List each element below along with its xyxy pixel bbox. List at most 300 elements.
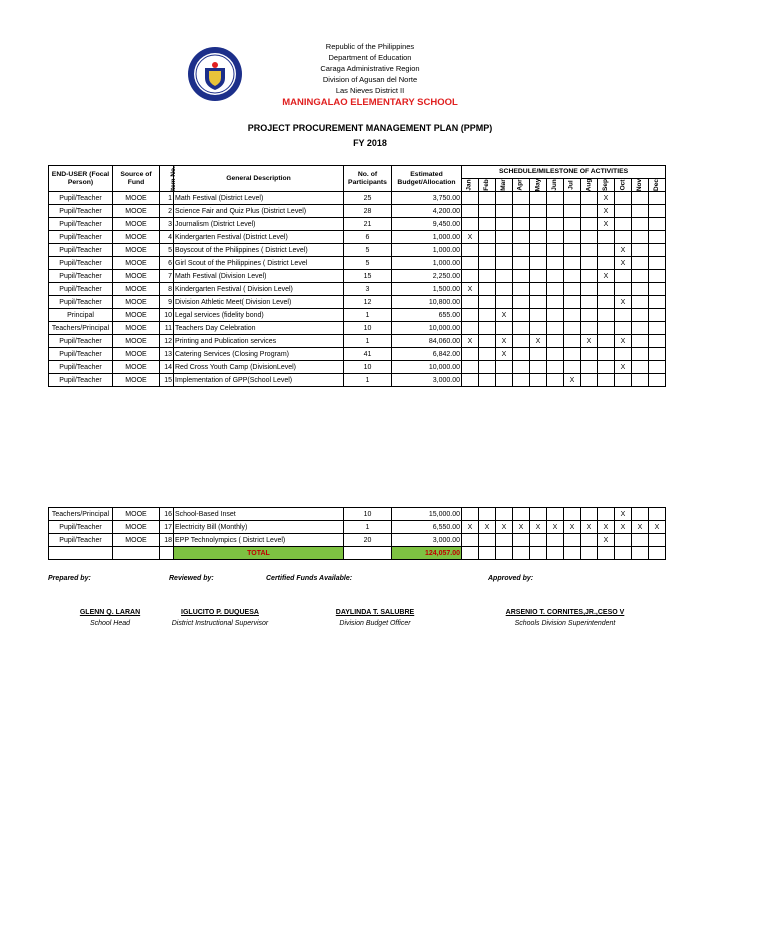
signatory-title-budget-officer: Division Budget Officer [339, 620, 411, 627]
schedule-mark-cell: X [598, 192, 615, 205]
schedule-mark-cell: X [564, 374, 581, 387]
school-name: MANINGALAO ELEMENTARY SCHOOL [282, 97, 458, 108]
participants-cell: 25 [344, 192, 392, 205]
schedule-mark-cell [530, 192, 547, 205]
participants-cell: 5 [344, 257, 392, 270]
item-no-cell: 2 [160, 205, 174, 218]
budget-cell: 1,000.00 [392, 257, 462, 270]
schedule-mark-cell [479, 283, 496, 296]
description-cell: Kindergarten Festival (District Level) [174, 231, 344, 244]
schedule-mark-cell: X [615, 508, 632, 521]
schedule-mark-cell [581, 257, 598, 270]
budget-cell: 3,000.00 [392, 374, 462, 387]
schedule-mark-cell [632, 205, 649, 218]
item-no-cell: 7 [160, 270, 174, 283]
fund-source-cell: MOOE [113, 257, 160, 270]
schedule-mark-cell [462, 270, 479, 283]
schedule-mark-cell [581, 322, 598, 335]
schedule-mark-cell: X [496, 521, 513, 534]
schedule-mark-cell [496, 244, 513, 257]
schedule-mark-cell [581, 244, 598, 257]
schedule-mark-cell [581, 508, 598, 521]
table-row [49, 218, 666, 231]
item-no-cell: 6 [160, 257, 174, 270]
fund-source-cell: MOOE [113, 270, 160, 283]
schedule-mark-cell [598, 508, 615, 521]
schedule-mark-cell: X [479, 521, 496, 534]
schedule-mark-cell: X [462, 231, 479, 244]
schedule-mark-cell [632, 335, 649, 348]
schedule-mark-cell [649, 205, 666, 218]
end-user-cell: Pupil/Teacher [49, 534, 113, 547]
schedule-mark-cell [513, 508, 530, 521]
description-cell: Girl Scout of the Philippines ( District Level [174, 257, 344, 270]
schedule-mark-cell [462, 218, 479, 231]
item-no-cell: 12 [160, 335, 174, 348]
schedule-mark-cell [598, 348, 615, 361]
schedule-mark-cell [530, 348, 547, 361]
schedule-mark-cell [547, 270, 564, 283]
end-user-cell: Pupil/Teacher [49, 257, 113, 270]
empty-cell [496, 547, 513, 560]
item-no-cell: 17 [160, 521, 174, 534]
schedule-mark-cell [564, 257, 581, 270]
schedule-mark-cell [615, 283, 632, 296]
table-row [49, 361, 666, 374]
schedule-mark-cell [581, 192, 598, 205]
schedule-mark-cell [615, 205, 632, 218]
schedule-mark-cell [496, 270, 513, 283]
end-user-cell: Pupil/Teacher [49, 374, 113, 387]
signatory-title-superintendent: Schools Division Superintendent [514, 620, 616, 627]
schedule-mark-cell [581, 361, 598, 374]
total-value: 124,057.00 [392, 547, 462, 560]
schedule-mark-cell [632, 361, 649, 374]
description-cell: Printing and Publication services [174, 335, 344, 348]
schedule-mark-cell [513, 231, 530, 244]
table-row [49, 335, 666, 348]
empty-cell [632, 547, 649, 560]
schedule-mark-cell [462, 374, 479, 387]
schedule-mark-cell [649, 270, 666, 283]
table-row [49, 192, 666, 205]
total-row [49, 547, 666, 560]
schedule-mark-cell [649, 244, 666, 257]
schedule-mark-cell: X [598, 270, 615, 283]
schedule-mark-cell [513, 361, 530, 374]
schedule-mark-cell [547, 508, 564, 521]
schedule-mark-cell [615, 374, 632, 387]
participants-cell: 15 [344, 270, 392, 283]
schedule-mark-cell [479, 335, 496, 348]
empty-cell [462, 547, 479, 560]
schedule-mark-cell [564, 231, 581, 244]
schedule-mark-cell [649, 296, 666, 309]
budget-cell: 10,000.00 [392, 322, 462, 335]
month-header: Jun [547, 179, 564, 192]
schedule-mark-cell [496, 218, 513, 231]
schedule-mark-cell [649, 283, 666, 296]
schedule-mark-cell [479, 322, 496, 335]
schedule-mark-cell [547, 534, 564, 547]
schedule-mark-cell [564, 218, 581, 231]
end-user-cell: Pupil/Teacher [49, 521, 113, 534]
empty-cell [564, 547, 581, 560]
schedule-mark-cell [564, 283, 581, 296]
schedule-mark-cell [479, 231, 496, 244]
table-row [49, 322, 666, 335]
empty-cell [649, 547, 666, 560]
schedule-mark-cell [581, 270, 598, 283]
budget-cell: 1,000.00 [392, 244, 462, 257]
schedule-mark-cell [581, 231, 598, 244]
schedule-mark-cell [496, 205, 513, 218]
ppmp-table [48, 165, 666, 387]
description-cell: Math Festival (District Level) [174, 192, 344, 205]
fund-source-cell: MOOE [113, 374, 160, 387]
schedule-mark-cell [632, 192, 649, 205]
schedule-mark-cell [547, 218, 564, 231]
schedule-mark-cell [462, 205, 479, 218]
schedule-mark-cell [649, 361, 666, 374]
schedule-mark-cell [462, 361, 479, 374]
participants-cell: 1 [344, 309, 392, 322]
schedule-mark-cell [530, 534, 547, 547]
schedule-mark-cell: X [564, 521, 581, 534]
schedule-mark-cell [632, 244, 649, 257]
schedule-mark-cell [598, 309, 615, 322]
description-cell: Math Festival (Division Level) [174, 270, 344, 283]
signatory-name-budget-officer: DAYLINDA T. SALUBRE [335, 609, 415, 616]
description-cell: Implementation of GPP(School Level) [174, 374, 344, 387]
schedule-mark-cell [530, 257, 547, 270]
month-header: Mar [496, 179, 513, 192]
schedule-mark-cell [598, 361, 615, 374]
table-row [49, 244, 666, 257]
schedule-mark-cell [632, 309, 649, 322]
table-row [49, 270, 666, 283]
fund-source-cell: MOOE [113, 309, 160, 322]
schedule-mark-cell: X [615, 257, 632, 270]
description-cell: Division Athletic Meet( Division Level) [174, 296, 344, 309]
month-header: Aug [581, 179, 598, 192]
schedule-mark-cell: X [615, 521, 632, 534]
schedule-mark-cell [598, 374, 615, 387]
schedule-mark-cell [547, 309, 564, 322]
schedule-mark-cell [513, 283, 530, 296]
item-no-cell: 4 [160, 231, 174, 244]
ppmp-table-body [49, 192, 666, 387]
empty-cell [113, 547, 160, 560]
schedule-mark-cell [513, 322, 530, 335]
empty-cell [49, 547, 113, 560]
table-row [49, 508, 666, 521]
fund-source-cell: MOOE [113, 361, 160, 374]
schedule-mark-cell [615, 192, 632, 205]
col-description: General Description [174, 166, 344, 192]
fund-source-cell: MOOE [113, 231, 160, 244]
participants-cell: 10 [344, 322, 392, 335]
end-user-cell: Pupil/Teacher [49, 244, 113, 257]
schedule-mark-cell [598, 296, 615, 309]
schedule-mark-cell [581, 309, 598, 322]
schedule-mark-cell [649, 534, 666, 547]
approved-by-label: Approved by: [488, 575, 534, 582]
participants-cell: 21 [344, 218, 392, 231]
prepared-by-label: Prepared by: [48, 575, 91, 582]
schedule-mark-cell: X [530, 521, 547, 534]
schedule-mark-cell [513, 296, 530, 309]
end-user-cell: Pupil/Teacher [49, 348, 113, 361]
end-user-cell: Principal [49, 309, 113, 322]
schedule-mark-cell: X [581, 335, 598, 348]
fund-source-cell: MOOE [113, 205, 160, 218]
fund-source-cell: MOOE [113, 508, 160, 521]
schedule-mark-cell [513, 244, 530, 257]
schedule-mark-cell: X [530, 335, 547, 348]
budget-cell: 1,000.00 [392, 231, 462, 244]
schedule-mark-cell [547, 322, 564, 335]
end-user-cell: Pupil/Teacher [49, 218, 113, 231]
schedule-mark-cell: X [462, 521, 479, 534]
schedule-mark-cell [530, 283, 547, 296]
schedule-mark-cell [649, 257, 666, 270]
schedule-mark-cell [530, 322, 547, 335]
participants-cell: 1 [344, 521, 392, 534]
description-cell: Legal services (fidelity bond) [174, 309, 344, 322]
month-header: Jul [564, 179, 581, 192]
schedule-mark-cell [479, 508, 496, 521]
budget-cell: 84,060.00 [392, 335, 462, 348]
schedule-mark-cell: X [598, 205, 615, 218]
schedule-mark-cell [513, 309, 530, 322]
description-cell: Electricity Bill (Monthly) [174, 521, 344, 534]
schedule-mark-cell [530, 374, 547, 387]
empty-cell [615, 547, 632, 560]
schedule-mark-cell [462, 257, 479, 270]
schedule-mark-cell [632, 218, 649, 231]
schedule-mark-cell [530, 309, 547, 322]
schedule-mark-cell [598, 322, 615, 335]
empty-cell [513, 547, 530, 560]
schedule-mark-cell [479, 244, 496, 257]
fund-source-cell: MOOE [113, 521, 160, 534]
signatory-title-school-head: School Head [89, 620, 131, 627]
schedule-mark-cell [632, 374, 649, 387]
schedule-mark-cell: X [649, 521, 666, 534]
schedule-mark-cell [581, 374, 598, 387]
table-row [49, 521, 666, 534]
certified-funds-label: Certified Funds Available: [266, 575, 353, 582]
signatory-name-school-head: GLENN Q. LARAN [79, 609, 141, 616]
schedule-mark-cell [581, 218, 598, 231]
schedule-mark-cell [530, 508, 547, 521]
col-participants: No. of Participants [344, 166, 392, 192]
header-line-division: Division of Agusan del Norte [322, 75, 418, 84]
schedule-mark-cell [649, 192, 666, 205]
participants-cell: 1 [344, 374, 392, 387]
table-row [49, 296, 666, 309]
fund-source-cell: MOOE [113, 296, 160, 309]
schedule-mark-cell [496, 296, 513, 309]
schedule-mark-cell [632, 534, 649, 547]
schedule-mark-cell: X [615, 244, 632, 257]
budget-cell: 655.00 [392, 309, 462, 322]
schedule-mark-cell: X [462, 335, 479, 348]
table-row [49, 534, 666, 547]
empty-cell [344, 547, 392, 560]
schedule-mark-cell [564, 309, 581, 322]
item-no-cell: 18 [160, 534, 174, 547]
budget-cell: 3,750.00 [392, 192, 462, 205]
schedule-mark-cell [513, 218, 530, 231]
end-user-cell: Pupil/Teacher [49, 192, 113, 205]
schedule-mark-cell [615, 534, 632, 547]
schedule-mark-cell [479, 192, 496, 205]
col-source: Source of Fund [113, 166, 160, 192]
budget-cell: 1,500.00 [392, 283, 462, 296]
budget-cell: 15,000.00 [392, 508, 462, 521]
schedule-mark-cell [496, 361, 513, 374]
fund-source-cell: MOOE [113, 348, 160, 361]
schedule-mark-cell [632, 270, 649, 283]
schedule-mark-cell: X [615, 335, 632, 348]
empty-cell [160, 547, 174, 560]
schedule-mark-cell [581, 283, 598, 296]
budget-cell: 9,450.00 [392, 218, 462, 231]
fund-source-cell: MOOE [113, 283, 160, 296]
schedule-mark-cell [649, 309, 666, 322]
schedule-mark-cell [496, 192, 513, 205]
fund-source-cell: MOOE [113, 534, 160, 547]
schedule-mark-cell [530, 218, 547, 231]
schedule-mark-cell [564, 348, 581, 361]
schedule-mark-cell [462, 296, 479, 309]
schedule-mark-cell [581, 348, 598, 361]
participants-cell: 20 [344, 534, 392, 547]
item-no-cell: 3 [160, 218, 174, 231]
schedule-mark-cell: X [598, 534, 615, 547]
schedule-mark-cell [479, 374, 496, 387]
schedule-mark-cell [564, 361, 581, 374]
fund-source-cell: MOOE [113, 218, 160, 231]
total-label: TOTAL [174, 547, 344, 560]
schedule-mark-cell [547, 205, 564, 218]
budget-cell: 3,000.00 [392, 534, 462, 547]
signatory-title-supervisor: District Instructional Supervisor [171, 620, 269, 627]
schedule-mark-cell [564, 270, 581, 283]
table-row [49, 309, 666, 322]
fund-source-cell: MOOE [113, 335, 160, 348]
schedule-mark-cell [649, 335, 666, 348]
participants-cell: 10 [344, 508, 392, 521]
schedule-mark-cell [564, 192, 581, 205]
description-cell: Journalism (District Level) [174, 218, 344, 231]
schedule-mark-cell: X [598, 218, 615, 231]
schedule-mark-cell [547, 361, 564, 374]
schedule-mark-cell [530, 205, 547, 218]
schedule-mark-cell: X [615, 361, 632, 374]
end-user-cell: Pupil/Teacher [49, 205, 113, 218]
table-row [49, 374, 666, 387]
participants-cell: 41 [344, 348, 392, 361]
schedule-mark-cell [547, 231, 564, 244]
schedule-mark-cell [479, 309, 496, 322]
ppmp-table-continued-body [49, 508, 666, 560]
schedule-mark-cell [513, 192, 530, 205]
schedule-mark-cell: X [581, 521, 598, 534]
signatory-name-supervisor: IGLUCITO P. DUQUESA [181, 609, 259, 616]
schedule-mark-cell [547, 283, 564, 296]
participants-cell: 12 [344, 296, 392, 309]
schedule-mark-cell [462, 192, 479, 205]
col-item-no: Item No. [160, 166, 174, 192]
schedule-mark-cell [462, 534, 479, 547]
schedule-mark-cell [513, 374, 530, 387]
schedule-mark-cell [479, 534, 496, 547]
end-user-cell: Pupil/Teacher [49, 361, 113, 374]
schedule-mark-cell [564, 244, 581, 257]
fund-source-cell: MOOE [113, 192, 160, 205]
month-header: Nov [632, 179, 649, 192]
schedule-mark-cell: X [513, 521, 530, 534]
description-cell: Red Cross Youth Camp (DivisionLevel) [174, 361, 344, 374]
description-cell: EPP Technolympics ( District Level) [174, 534, 344, 547]
schedule-mark-cell [615, 270, 632, 283]
item-no-cell: 13 [160, 348, 174, 361]
schedule-mark-cell [598, 283, 615, 296]
schedule-mark-cell [547, 244, 564, 257]
schedule-mark-cell [649, 218, 666, 231]
schedule-mark-cell [598, 231, 615, 244]
schedule-mark-cell: X [462, 283, 479, 296]
item-no-cell: 15 [160, 374, 174, 387]
schedule-mark-cell [530, 270, 547, 283]
schedule-mark-cell [496, 534, 513, 547]
empty-cell [581, 547, 598, 560]
fund-source-cell: MOOE [113, 244, 160, 257]
participants-cell: 3 [344, 283, 392, 296]
description-cell: Science Fair and Quiz Plus (District Level) [174, 205, 344, 218]
item-no-cell: 8 [160, 283, 174, 296]
schedule-mark-cell [598, 257, 615, 270]
description-cell: Catering Services (Closing Program) [174, 348, 344, 361]
participants-cell: 1 [344, 335, 392, 348]
schedule-mark-cell [581, 205, 598, 218]
ppmp-table-continued [48, 507, 666, 560]
schedule-mark-cell [581, 534, 598, 547]
schedule-mark-cell [479, 361, 496, 374]
col-budget: Estimated Budget/Allocation [392, 166, 462, 192]
description-cell: Boyscout of the Philippines ( District Level) [174, 244, 344, 257]
schedule-mark-cell: X [632, 521, 649, 534]
schedule-mark-cell [547, 335, 564, 348]
end-user-cell: Pupil/Teacher [49, 296, 113, 309]
schedule-mark-cell [615, 348, 632, 361]
schedule-mark-cell [632, 508, 649, 521]
schedule-mark-cell [564, 335, 581, 348]
table-row [49, 205, 666, 218]
schedule-mark-cell [496, 231, 513, 244]
participants-cell: 5 [344, 244, 392, 257]
schedule-mark-cell [496, 322, 513, 335]
schedule-mark-cell [479, 348, 496, 361]
item-no-cell: 1 [160, 192, 174, 205]
col-end-user: END-USER (Focal Person) [49, 166, 113, 192]
participants-cell: 10 [344, 361, 392, 374]
schedule-mark-cell [547, 192, 564, 205]
schedule-mark-cell [479, 205, 496, 218]
